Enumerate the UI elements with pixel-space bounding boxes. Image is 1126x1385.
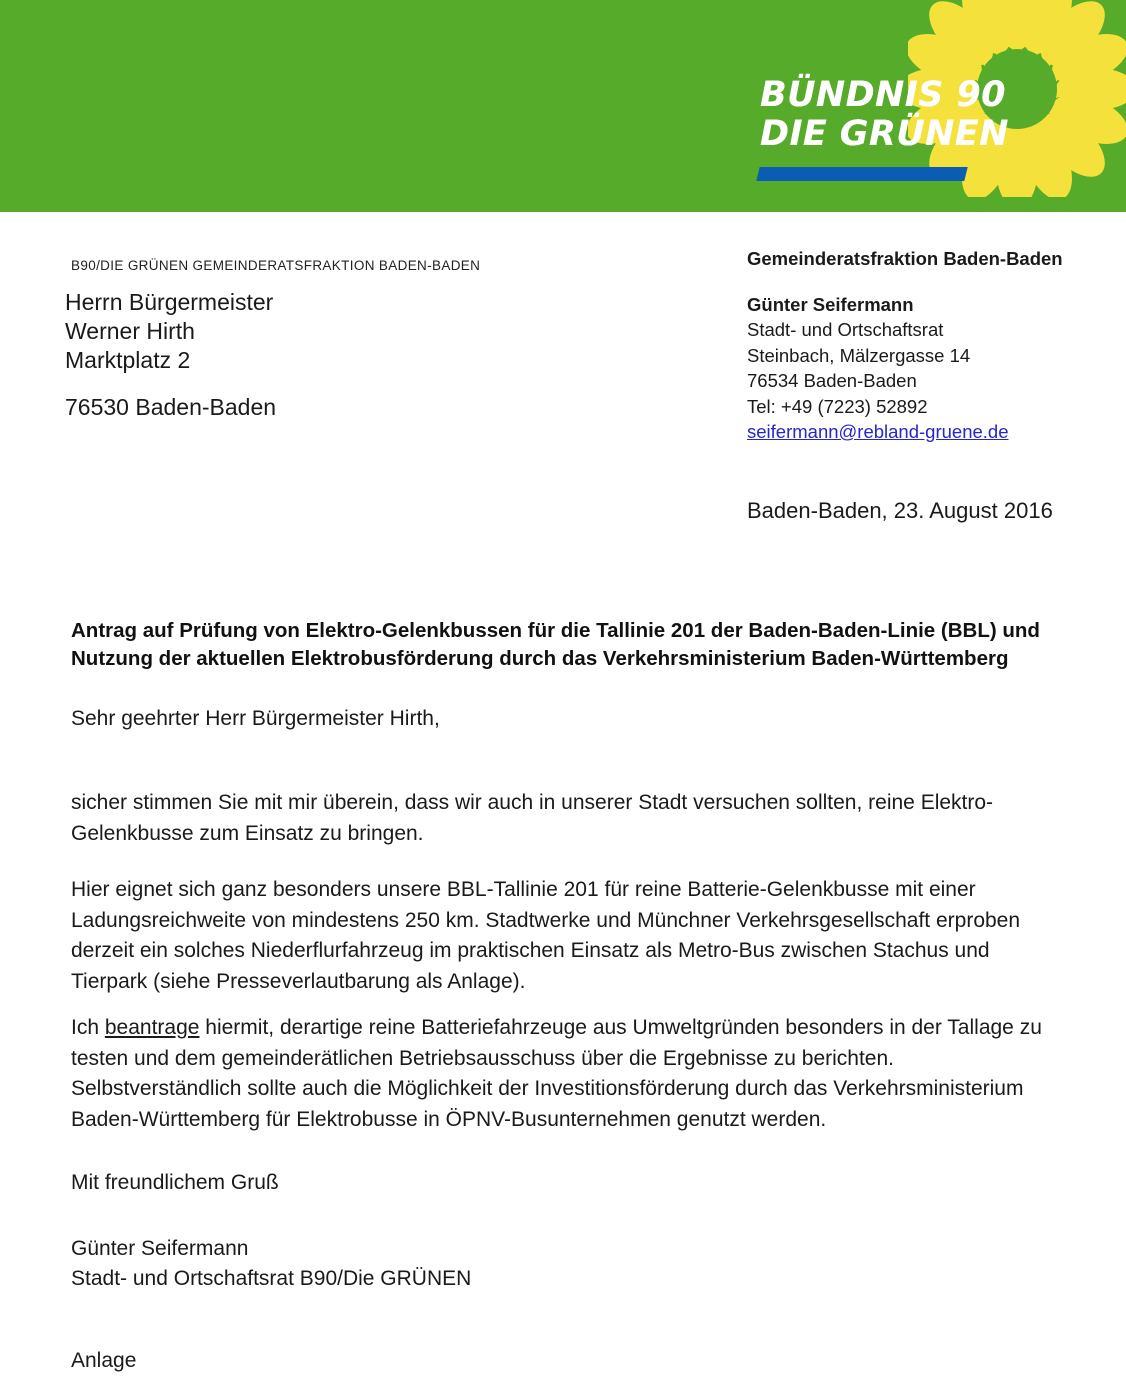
letterhead-banner: [0, 0, 1126, 212]
signature-role: Stadt- und Ortschaftsrat B90/Die GRÜNEN: [71, 1267, 472, 1290]
recipient-address-block: [65, 288, 276, 422]
recipient-line-1: Herrn Bürgermeister: [65, 289, 274, 315]
logo-wordmark-line1: BÜNDNIS 90: [760, 75, 1006, 115]
paragraph-3-rest: hiermit, derartige reine Batteriefahrzeuge aus Umweltgründen besonders in der Tallage zu testen und dem gemeinderätlichen Betriebsausschuss über die Ergebnisse zu berichten. Selbstverständlich sollte auch die Möglichkeit der Investitionsförderung durch das Verkehrsministerium Baden-Württemberg für Elektrobusse in ÖPNV-Busunternehmen genutzt werden.: [71, 1016, 1042, 1131]
contact-email-link[interactable]: seifermann@rebland-gruene.de: [747, 421, 1009, 442]
contact-street: Steinbach, Mälzergasse 14: [747, 344, 971, 366]
recipient-line-3: Marktplatz 2: [65, 347, 191, 373]
contact-name: Günter Seifermann: [747, 293, 914, 315]
paragraph-3-prefix: Ich: [71, 1016, 105, 1039]
contact-fraction: Gemeinderatsfraktion Baden-Baden: [747, 248, 1063, 269]
body-paragraph-2: Hier eignet sich ganz besonders unsere BBL-Tallinie 201 für reine Batterie-Gelenkbusse mit einer Ladungsreichweite von mindestens 250 km. Stadtwerke und Münchner Verkehrsgesellschaft erproben derzeit ein solches Niederflurfahrzeug im praktischen Einsatz als Metro-Bus zwischen Stachus und Tierpark (siehe Presseverlautbarung als Anlage).: [71, 878, 1021, 993]
subject-heading-line2: Nutzung der aktuellen Elektrobusförderung durch das Verkehrsministerium Baden-Württemberg: [71, 647, 1009, 670]
contact-role: Stadt- und Ortschaftsrat: [747, 319, 944, 340]
body-paragraph-1: sicher stimmen Sie mit mir überein, dass wir auch in unserer Stadt versuchen sollten, reine Elektro-Gelenkbusse zum Einsatz zu bringen.: [71, 791, 994, 845]
recipient-line-2: Werner Hirth: [65, 318, 195, 344]
signature-name: Günter Seifermann: [71, 1237, 249, 1260]
logo-wordmark: [760, 76, 1020, 154]
paragraph-3-emphasis: beantrage: [104, 1016, 200, 1039]
attachment-label: Anlage: [71, 1349, 137, 1372]
contact-phone: Tel: +49 (7223) 52892: [747, 395, 928, 417]
return-address-line: B90/DIE GRÜNEN GEMEINDERATSFRAKTION BADEN-BADEN: [71, 258, 481, 273]
signature-block: [71, 1234, 471, 1294]
body-paragraph-3: [71, 1013, 1066, 1135]
subject-heading: [71, 617, 1067, 673]
recipient-spacer: [65, 375, 276, 393]
subject-heading-line1: Antrag auf Prüfung von Elektro-Gelenkbussen für die Tallinie 201 der Baden-Baden-Linie (BBL) und: [71, 619, 1040, 642]
salutation: Sehr geehrter Herr Bürgermeister Hirth,: [71, 707, 440, 730]
contact-city: 76534 Baden-Baden: [747, 370, 917, 391]
sender-contact-block: [747, 246, 1063, 445]
logo-blue-bar: [756, 167, 967, 181]
logo-wordmark-line2: DIE GRÜNEN: [760, 114, 1009, 154]
date-line: Baden-Baden, 23. August 2016: [747, 498, 1053, 523]
contact-spacer: [747, 272, 1063, 292]
recipient-line-4: 76530 Baden-Baden: [65, 394, 277, 420]
closing-salutation: Mit freundlichem Gruß: [71, 1171, 279, 1194]
